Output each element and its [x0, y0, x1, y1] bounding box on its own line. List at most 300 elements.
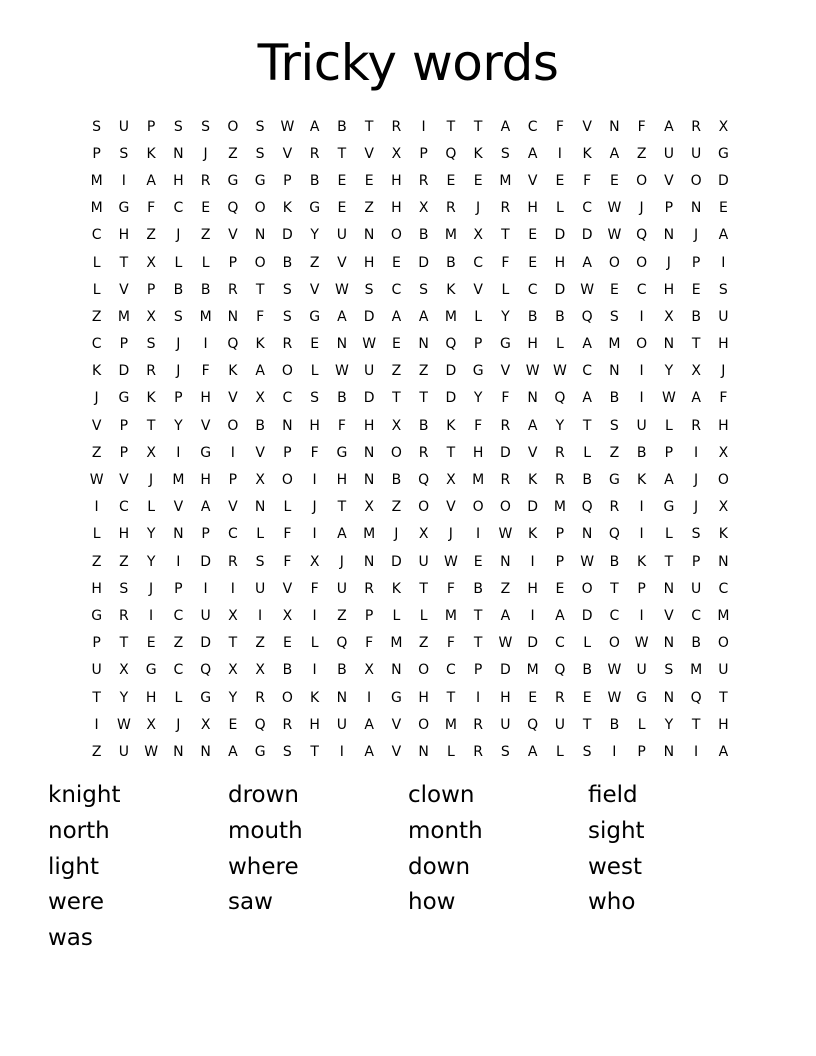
grid-letter: I: [312, 472, 317, 489]
grid-letter: L: [256, 526, 265, 543]
grid-letter: J: [94, 390, 99, 407]
grid-letter: Y: [119, 689, 129, 706]
grid-letter: J: [394, 526, 399, 543]
grid-letter: S: [500, 145, 510, 162]
grid-letter: M: [172, 472, 185, 489]
grid-letter: D: [581, 607, 593, 624]
grid-letter: B: [446, 254, 456, 271]
grid-letter: E: [718, 200, 728, 217]
grid-letter: Z: [119, 553, 129, 570]
grid-letter: J: [312, 499, 317, 516]
grid-letter: W: [334, 363, 349, 380]
word-list-item: who: [588, 889, 636, 916]
grid-letter: N: [173, 743, 184, 760]
grid-letter: U: [255, 580, 266, 597]
grid-letter: N: [663, 227, 675, 244]
grid-letter: U: [364, 363, 375, 380]
grid-letter: D: [363, 308, 375, 325]
grid-letter: U: [118, 118, 129, 135]
grid-letter: W: [607, 689, 622, 706]
grid-letter: I: [176, 444, 181, 461]
grid-letter: K: [282, 200, 292, 217]
grid-letter: Z: [418, 363, 429, 380]
grid-letter: D: [445, 390, 457, 407]
grid-letter: X: [228, 662, 238, 679]
grid-letter: L: [92, 281, 101, 298]
grid-letter: O: [281, 363, 293, 380]
grid-letter: R: [146, 363, 156, 380]
grid-letter: L: [283, 499, 292, 516]
grid-letter: G: [118, 200, 130, 217]
grid-letter: L: [555, 743, 564, 760]
grid-letter: B: [418, 227, 429, 244]
grid-letter: X: [718, 118, 729, 135]
grid-letter: B: [391, 472, 402, 489]
grid-letter: I: [94, 716, 99, 733]
grid-letter: E: [473, 172, 483, 189]
grid-letter: T: [691, 716, 701, 733]
grid-letter: R: [500, 472, 511, 489]
grid-letter: P: [555, 526, 565, 543]
grid-letter: A: [718, 743, 729, 760]
grid-letter: X: [119, 662, 129, 679]
word-list-item: light: [48, 853, 99, 880]
grid-letter: R: [500, 200, 511, 217]
grid-letter: S: [146, 336, 156, 353]
grid-letter: P: [119, 417, 129, 434]
grid-letter: B: [282, 662, 293, 679]
grid-letter: X: [473, 227, 483, 244]
grid-letter: U: [718, 662, 729, 679]
grid-letter: Y: [473, 390, 483, 407]
grid-letter: M: [444, 308, 457, 325]
grid-letter: B: [309, 172, 320, 189]
grid-letter: I: [312, 662, 317, 679]
grid-letter: E: [609, 172, 619, 189]
grid-letter: I: [694, 743, 699, 760]
grid-letter: A: [664, 472, 674, 489]
grid-letter: R: [282, 336, 293, 353]
grid-letter: E: [555, 172, 565, 189]
grid-letter: O: [281, 472, 293, 489]
grid-letter: I: [203, 580, 208, 597]
grid-letter: O: [227, 118, 239, 135]
grid-letter: J: [666, 254, 671, 271]
grid-letter: K: [310, 689, 320, 706]
grid-letter: N: [363, 444, 375, 461]
grid-letter: Z: [200, 227, 211, 244]
grid-letter: A: [418, 308, 429, 325]
grid-letter: N: [418, 336, 429, 353]
grid-letter: A: [527, 417, 538, 434]
grid-letter: L: [583, 444, 592, 461]
grid-letter: R: [228, 553, 238, 570]
grid-letter: G: [472, 363, 484, 380]
grid-letter: E: [364, 172, 374, 189]
grid-letter: O: [636, 254, 648, 271]
grid-letter: I: [203, 336, 208, 353]
grid-letter: L: [92, 254, 101, 271]
grid-letter: X: [364, 499, 374, 516]
grid-letter: L: [419, 607, 428, 624]
grid-letter: K: [255, 336, 265, 353]
grid-letter: T: [228, 635, 238, 652]
grid-letter: B: [337, 662, 347, 679]
grid-letter: S: [282, 743, 292, 760]
grid-letter: W: [661, 390, 676, 407]
grid-letter: P: [119, 444, 129, 461]
grid-letter: Q: [608, 526, 620, 543]
grid-letter: T: [691, 336, 701, 353]
grid-letter: B: [173, 281, 184, 298]
grid-letter: A: [664, 118, 674, 135]
grid-letter: P: [174, 580, 183, 597]
grid-letter: V: [282, 580, 293, 597]
grid-letter: L: [174, 254, 183, 271]
grid-letter: J: [476, 200, 481, 217]
grid-letter: V: [391, 743, 402, 760]
grid-letter: L: [664, 526, 673, 543]
grid-letter: V: [664, 172, 674, 189]
grid-letter: G: [254, 743, 266, 760]
grid-letter: U: [663, 145, 674, 162]
grid-letter: E: [528, 689, 538, 706]
grid-letter: X: [364, 662, 374, 679]
grid-letter: J: [448, 526, 453, 543]
grid-letter: T: [92, 689, 101, 706]
grid-letter: R: [200, 172, 211, 189]
grid-letter: Y: [146, 526, 156, 543]
grid-letter: P: [146, 118, 156, 135]
grid-letter: Q: [254, 716, 266, 733]
grid-letter: T: [119, 254, 129, 271]
grid-letter: O: [390, 444, 402, 461]
grid-letter: T: [119, 635, 129, 652]
grid-letter: D: [390, 553, 402, 570]
grid-letter: A: [582, 254, 592, 271]
grid-letter: S: [310, 390, 320, 407]
grid-letter: I: [258, 607, 263, 624]
grid-letter: D: [418, 254, 430, 271]
grid-letter: S: [282, 281, 292, 298]
grid-letter: G: [91, 607, 103, 624]
grid-letter: L: [310, 635, 319, 652]
grid-letter: X: [255, 390, 265, 407]
grid-letter: Z: [609, 444, 620, 461]
grid-letter: P: [228, 254, 238, 271]
grid-letter: S: [609, 308, 619, 325]
grid-letter: X: [146, 308, 156, 325]
grid-letter: P: [555, 553, 565, 570]
grid-letter: W: [498, 526, 513, 543]
grid-letter: C: [173, 607, 184, 624]
grid-letter: L: [392, 607, 401, 624]
grid-letter: D: [281, 227, 293, 244]
grid-letter: H: [391, 200, 402, 217]
grid-letter: N: [418, 743, 429, 760]
grid-letter: T: [337, 499, 347, 516]
grid-letter: V: [91, 417, 102, 434]
grid-letter: C: [636, 281, 647, 298]
grid-letter: K: [146, 145, 156, 162]
grid-letter: G: [717, 145, 729, 162]
grid-letter: E: [282, 635, 292, 652]
grid-letter: J: [176, 363, 181, 380]
grid-letter: E: [146, 635, 156, 652]
grid-letter: D: [499, 444, 511, 461]
grid-letter: V: [391, 716, 402, 733]
grid-letter: J: [176, 227, 181, 244]
grid-letter: D: [581, 227, 593, 244]
grid-letter: F: [719, 390, 728, 407]
grid-letter: L: [583, 635, 592, 652]
grid-letter: X: [146, 444, 156, 461]
grid-letter: Q: [336, 635, 348, 652]
grid-letter: A: [146, 172, 156, 189]
grid-letter: T: [310, 743, 319, 760]
grid-letter: E: [528, 227, 538, 244]
grid-letter: Q: [445, 336, 457, 353]
grid-letter: C: [554, 635, 565, 652]
grid-letter: U: [91, 662, 102, 679]
grid-letter: O: [608, 635, 620, 652]
grid-letter: H: [118, 227, 130, 244]
grid-letter: G: [145, 662, 157, 679]
grid-letter: L: [637, 716, 646, 733]
grid-letter: I: [476, 689, 481, 706]
grid-letter: H: [336, 472, 348, 489]
grid-letter: A: [309, 118, 320, 135]
grid-letter: K: [528, 526, 538, 543]
grid-letter: N: [254, 227, 266, 244]
grid-letter: F: [147, 200, 156, 217]
grid-letter: H: [309, 716, 320, 733]
grid-letter: H: [363, 417, 375, 434]
grid-letter: M: [608, 336, 621, 353]
grid-letter: V: [228, 390, 238, 407]
grid-letter: E: [391, 336, 401, 353]
grid-letter: H: [200, 390, 211, 407]
grid-letter: F: [446, 580, 455, 597]
grid-letter: J: [639, 200, 644, 217]
grid-letter: T: [419, 390, 428, 407]
grid-letter: E: [337, 200, 347, 217]
grid-letter: H: [391, 172, 402, 189]
grid-letter: W: [280, 118, 295, 135]
grid-letter: V: [446, 499, 456, 516]
grid-letter: L: [201, 254, 210, 271]
grid-letter: G: [118, 390, 130, 407]
grid-letter: U: [691, 145, 702, 162]
grid-letter: R: [228, 281, 238, 298]
grid-letter: F: [365, 635, 374, 652]
grid-letter: U: [554, 716, 565, 733]
word-list-item: west: [588, 853, 642, 880]
grid-letter: O: [636, 336, 648, 353]
grid-letter: E: [691, 281, 701, 298]
grid-letter: A: [255, 363, 265, 380]
grid-letter: R: [500, 417, 511, 434]
grid-letter: P: [174, 390, 183, 407]
grid-letter: I: [367, 689, 372, 706]
grid-letter: O: [636, 172, 648, 189]
grid-letter: S: [119, 580, 129, 597]
grid-letter: S: [255, 145, 265, 162]
grid-letter: I: [121, 172, 126, 189]
grid-letter: Z: [418, 635, 429, 652]
grid-letter: K: [146, 390, 156, 407]
grid-letter: R: [555, 689, 565, 706]
grid-letter: D: [200, 635, 212, 652]
page-title: Tricky words: [257, 34, 559, 92]
grid-letter: V: [364, 145, 374, 162]
grid-letter: X: [691, 363, 701, 380]
grid-letter: R: [446, 200, 456, 217]
grid-letter: O: [717, 635, 729, 652]
grid-letter: T: [146, 417, 156, 434]
grid-letter: T: [392, 390, 401, 407]
grid-letter: X: [391, 145, 402, 162]
grid-letter: O: [390, 227, 402, 244]
grid-letter: A: [391, 308, 402, 325]
grid-letter: Q: [445, 145, 457, 162]
grid-letter: M: [499, 172, 512, 189]
grid-letter: P: [283, 444, 292, 461]
grid-letter: G: [200, 689, 212, 706]
grid-letter: M: [90, 172, 103, 189]
grid-letter: S: [609, 417, 619, 434]
grid-letter: V: [228, 499, 238, 516]
grid-letter: R: [418, 444, 429, 461]
grid-letter: C: [282, 390, 293, 407]
grid-letter: N: [581, 526, 593, 543]
grid-letter: E: [473, 553, 483, 570]
grid-letter: G: [309, 200, 321, 217]
grid-letter: N: [663, 743, 675, 760]
grid-letter: E: [201, 200, 211, 217]
grid-letter: M: [199, 308, 212, 325]
grid-letter: X: [200, 716, 211, 733]
grid-letter: P: [691, 553, 701, 570]
grid-letter: W: [580, 553, 595, 570]
grid-letter: B: [691, 308, 701, 325]
grid-letter: V: [228, 227, 238, 244]
grid-letter: W: [525, 363, 540, 380]
grid-letter: E: [555, 580, 565, 597]
grid-letter: J: [721, 363, 726, 380]
grid-letter: N: [663, 635, 675, 652]
grid-letter: N: [663, 689, 675, 706]
grid-letter: P: [664, 200, 674, 217]
grid-letter: E: [310, 336, 320, 353]
grid-letter: H: [718, 716, 729, 733]
grid-letter: P: [201, 526, 210, 543]
word-list-item: mouth: [228, 817, 303, 844]
grid-letter: I: [176, 553, 181, 570]
grid-letter: L: [664, 417, 673, 434]
grid-letter: X: [664, 308, 674, 325]
grid-letter: I: [421, 118, 426, 135]
grid-letter: S: [582, 743, 592, 760]
grid-letter: P: [228, 472, 238, 489]
grid-letter: R: [555, 472, 565, 489]
grid-letter: A: [582, 336, 592, 353]
grid-letter: I: [339, 743, 344, 760]
grid-letter: P: [146, 281, 156, 298]
grid-letter: H: [118, 526, 130, 543]
grid-letter: F: [337, 417, 346, 434]
grid-letter: W: [334, 281, 349, 298]
grid-letter: N: [336, 689, 348, 706]
grid-letter: C: [609, 607, 620, 624]
grid-letter: Z: [391, 363, 402, 380]
grid-letter: Z: [146, 227, 156, 244]
grid-letter: Q: [690, 689, 702, 706]
grid-letter: B: [473, 580, 483, 597]
grid-letter: D: [527, 635, 539, 652]
grid-letter: R: [691, 118, 701, 135]
grid-letter: K: [637, 472, 647, 489]
grid-letter: K: [528, 472, 538, 489]
letter-grid: [83, 113, 737, 766]
grid-letter: I: [530, 553, 535, 570]
grid-letter: Q: [200, 662, 212, 679]
grid-letter: C: [173, 200, 184, 217]
grid-letter: N: [227, 308, 239, 325]
grid-letter: Z: [91, 308, 102, 325]
grid-letter: W: [362, 336, 377, 353]
grid-letter: Y: [174, 417, 183, 434]
grid-letter: W: [552, 363, 567, 380]
grid-letter: Q: [554, 662, 566, 679]
grid-letter: V: [582, 118, 592, 135]
word-list-item: month: [408, 817, 483, 844]
word-list-item: knight: [48, 782, 121, 808]
grid-letter: R: [609, 499, 620, 516]
grid-letter: O: [418, 716, 430, 733]
grid-letter: T: [446, 444, 456, 461]
grid-letter: I: [312, 607, 317, 624]
grid-letter: H: [663, 281, 675, 298]
grid-letter: N: [200, 743, 211, 760]
grid-letter: T: [446, 118, 456, 135]
grid-letter: Q: [527, 716, 539, 733]
grid-letter: N: [363, 227, 375, 244]
grid-letter: A: [364, 743, 374, 760]
grid-letter: S: [419, 281, 429, 298]
grid-letter: C: [227, 526, 238, 543]
grid-letter: P: [283, 172, 292, 189]
grid-letter: F: [256, 308, 265, 325]
grid-letter: S: [664, 662, 674, 679]
grid-letter: A: [228, 743, 238, 760]
grid-letter: A: [691, 390, 701, 407]
grid-letter: C: [91, 227, 102, 244]
grid-letter: V: [309, 281, 320, 298]
grid-letter: T: [446, 689, 456, 706]
grid-letter: S: [255, 553, 265, 570]
grid-letter: A: [582, 390, 592, 407]
grid-letter: Q: [581, 308, 593, 325]
grid-letter: B: [609, 553, 620, 570]
grid-letter: C: [527, 118, 538, 135]
grid-letter: G: [200, 444, 212, 461]
grid-letter: P: [637, 580, 646, 597]
grid-letter: O: [418, 499, 430, 516]
grid-letter: W: [144, 743, 159, 760]
grid-letter: Z: [364, 200, 374, 217]
grid-letter: B: [555, 308, 565, 325]
